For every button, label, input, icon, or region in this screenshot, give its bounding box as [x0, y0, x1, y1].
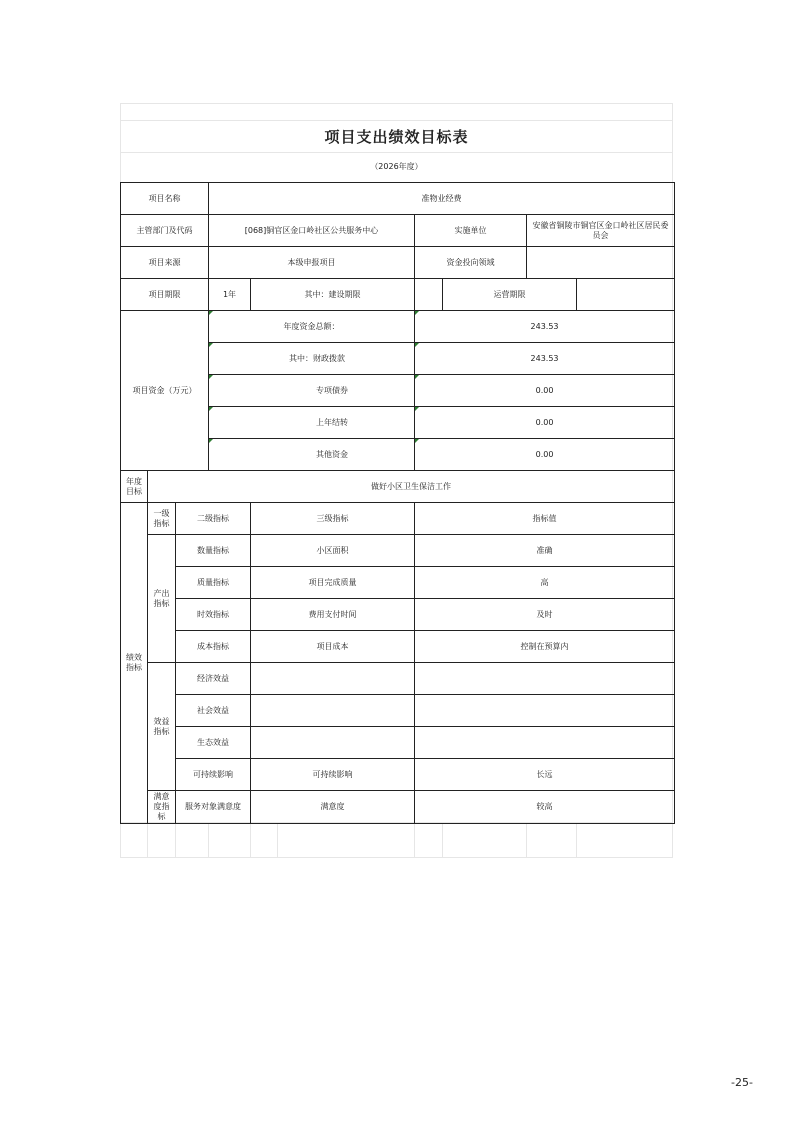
- performance-target-table: [120, 182, 675, 824]
- funds-other-label: 其他资金: [209, 439, 415, 471]
- indicator-value-header: 指标值: [415, 503, 675, 535]
- table-row: [121, 567, 675, 599]
- indicator-value-cell: 及时: [415, 599, 675, 631]
- row-funds-total: [121, 311, 675, 343]
- effect-indicator-label: 效益指标: [148, 663, 176, 791]
- table-row: [121, 695, 675, 727]
- funds-bond-label: 专项债券: [209, 375, 415, 407]
- period-value: 1年: [209, 279, 251, 311]
- level3-cell: 可持续影响: [251, 759, 415, 791]
- ops-period-value: [577, 279, 675, 311]
- level3-header: 三级指标: [251, 503, 415, 535]
- level3-cell: 费用支付时间: [251, 599, 415, 631]
- satisfaction-indicator-label: 满意度指标: [148, 791, 176, 824]
- funds-other-value: 0.00: [415, 439, 675, 471]
- row-department: [121, 215, 675, 247]
- output-indicator-label: 产出指标: [148, 535, 176, 663]
- indicator-value-cell: [415, 727, 675, 759]
- funds-total-value: 243.53: [415, 311, 675, 343]
- page-number: -25-: [731, 1076, 753, 1089]
- level2-cell: 服务对象满意度: [176, 791, 251, 824]
- dept-value: [068]铜官区金口岭社区公共服务中心: [209, 215, 415, 247]
- level2-header: 二级指标: [176, 503, 251, 535]
- funds-fiscal-value: 243.53: [415, 343, 675, 375]
- row-source: [121, 247, 675, 279]
- level3-cell: 项目成本: [251, 631, 415, 663]
- fiscal-year: （2026年度）: [370, 161, 423, 171]
- row-period: [121, 279, 675, 311]
- funds-carryover-value: 0.00: [415, 407, 675, 439]
- table-row: [121, 631, 675, 663]
- indicator-value-cell: 准确: [415, 535, 675, 567]
- level3-cell: [251, 727, 415, 759]
- level3-cell: 满意度: [251, 791, 415, 824]
- level3-cell: [251, 695, 415, 727]
- funds-carryover-label: 上年结转: [209, 407, 415, 439]
- table-row: [121, 599, 675, 631]
- row-annual-goal: [121, 471, 675, 503]
- table-row: [121, 759, 675, 791]
- indicator-value-cell: 控制在预算内: [415, 631, 675, 663]
- level3-cell: 小区面积: [251, 535, 415, 567]
- invest-field-label: 资金投向领域: [415, 247, 527, 279]
- impl-unit-label: 实施单位: [415, 215, 527, 247]
- level2-cell: 生态效益: [176, 727, 251, 759]
- source-value: 本级申报项目: [209, 247, 415, 279]
- build-period-value: [415, 279, 443, 311]
- table-row: [121, 727, 675, 759]
- annual-goal-value: 做好小区卫生保洁工作: [148, 471, 675, 503]
- level3-cell: 项目完成质量: [251, 567, 415, 599]
- table-row: [121, 663, 675, 695]
- indicator-value-cell: 长远: [415, 759, 675, 791]
- level2-cell: 经济效益: [176, 663, 251, 695]
- indicator-value-cell: [415, 695, 675, 727]
- level2-cell: 成本指标: [176, 631, 251, 663]
- level2-cell: 社会效益: [176, 695, 251, 727]
- row-project-name: [121, 183, 675, 215]
- level2-cell: 质量指标: [176, 567, 251, 599]
- level2-cell: 时效指标: [176, 599, 251, 631]
- annual-goal-label: 年度目标: [121, 471, 148, 503]
- funds-total-label: 年度资金总额：: [209, 311, 415, 343]
- table-title: 项目支出绩效目标表: [324, 127, 469, 146]
- build-period-label: 其中：建设期限: [251, 279, 415, 311]
- level2-cell: 可持续影响: [176, 759, 251, 791]
- invest-field-value: [527, 247, 675, 279]
- table-row: [121, 791, 675, 824]
- level1-header: 一级指标: [148, 503, 176, 535]
- project-name-label: 项目名称: [121, 183, 209, 215]
- row-indicator-header: [121, 503, 675, 535]
- funds-fiscal-label: 其中：财政拨款: [209, 343, 415, 375]
- indicator-value-cell: 较高: [415, 791, 675, 824]
- level3-cell: [251, 663, 415, 695]
- funds-bond-value: 0.00: [415, 375, 675, 407]
- source-label: 项目来源: [121, 247, 209, 279]
- project-name-value: 准物业经费: [209, 183, 675, 215]
- indicator-value-cell: 高: [415, 567, 675, 599]
- dept-label: 主管部门及代码: [121, 215, 209, 247]
- impl-unit-value: 安徽省铜陵市铜官区金口岭社区居民委员会: [527, 215, 675, 247]
- period-label: 项目期限: [121, 279, 209, 311]
- ops-period-label: 运营期限: [443, 279, 577, 311]
- indicator-value-cell: [415, 663, 675, 695]
- perf-indicator-label: 绩效指标: [121, 503, 148, 824]
- level2-cell: 数量指标: [176, 535, 251, 567]
- funds-label: 项目资金（万元）: [121, 311, 209, 471]
- table-row: [121, 535, 675, 567]
